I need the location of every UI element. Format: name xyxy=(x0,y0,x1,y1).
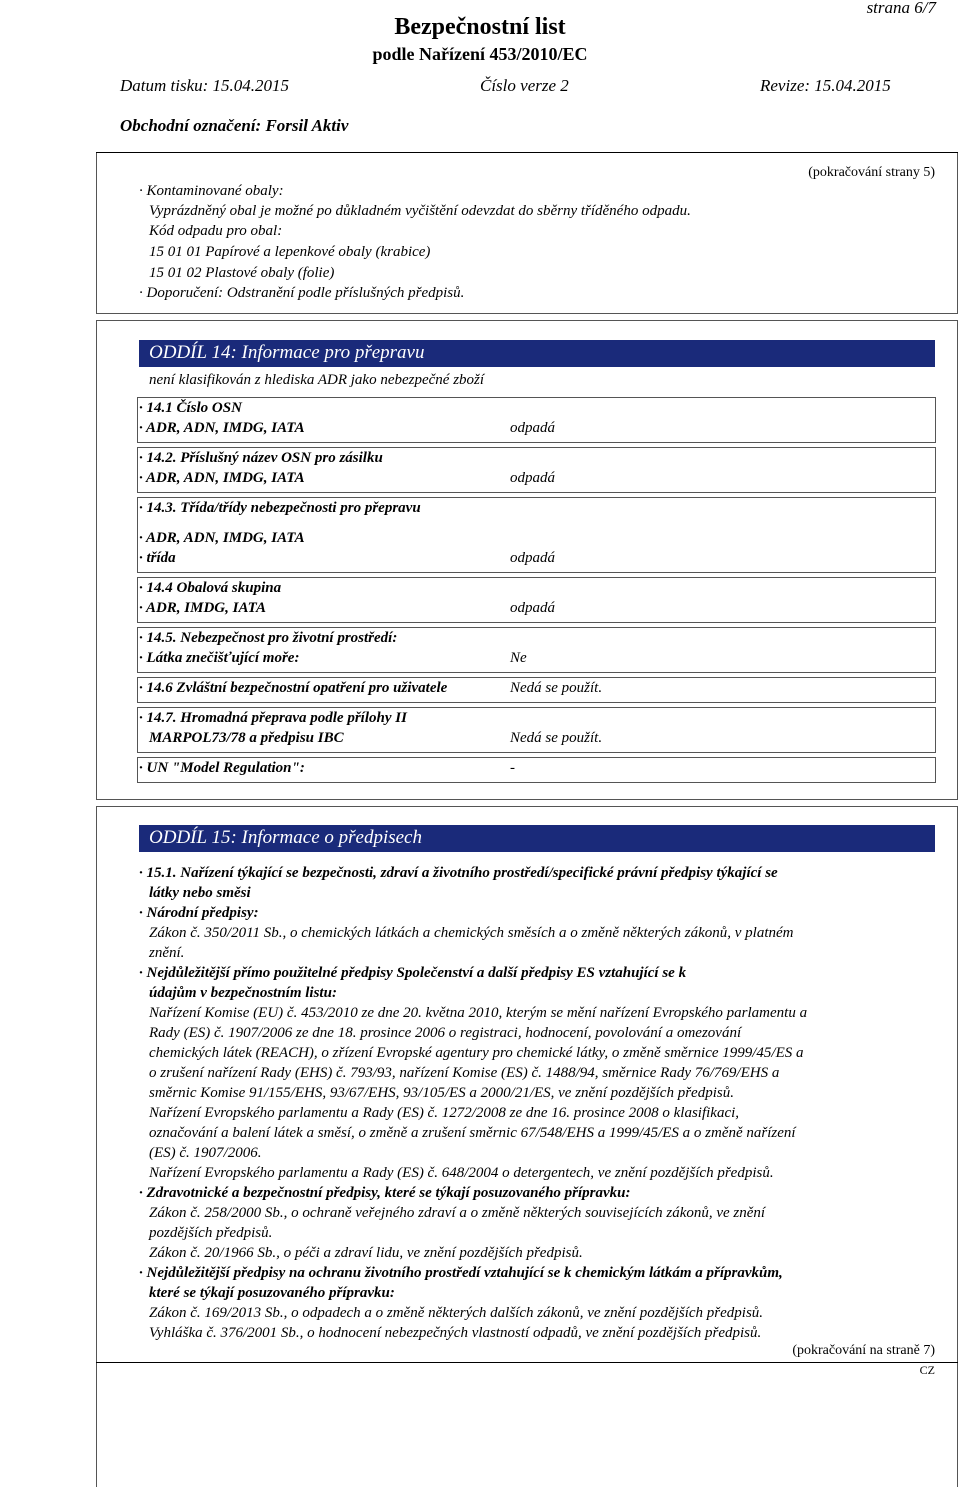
un-model-regulation-value: - xyxy=(510,760,515,776)
env-regulations-label-2: které se týkají posuzovaného přípravku: xyxy=(149,1285,395,1301)
env-regulation-line: Zákon č. 169/2013 Sb., o odpadech a o změně některých dalších zákonů, ve znění pozdějších předpisů. xyxy=(149,1305,764,1321)
eu-regulation-line: o zrušení nařízení Rady (EHS) č. 793/93, nařízení Komise (ES) č. 1488/94, směrnice Rady 76/769/EHS a xyxy=(149,1065,780,1081)
document-title: Bezpečnostní list xyxy=(394,14,566,40)
un-number-modes: · ADR, ADN, IMDG, IATA xyxy=(139,420,305,436)
eu-regulations-label-2: údajům v bezpečnostním listu: xyxy=(149,985,337,1001)
packing-group-modes: · ADR, IMDG, IATA xyxy=(139,600,266,616)
continued-from-note: (pokračování strany 5) xyxy=(808,165,935,180)
health-regulations-label: · Zdravotnické a bezpečnostní předpisy, které se týkají posuzovaného přípravku: xyxy=(139,1185,631,1201)
contaminated-packaging-label: · Kontaminované obaly: xyxy=(139,183,284,199)
national-regulations-label: · Národní předpisy: xyxy=(139,905,259,921)
env-regulation-line: Vyhláška č. 376/2001 Sb., o hodnocení nebezpečných vlastností odpadů, ve znění pozdějších předpisů. xyxy=(149,1325,762,1341)
regulation-15-1-title-2: látky nebo směsi xyxy=(149,885,251,901)
waste-code-2: 15 01 02 Plastové obaly (folie) xyxy=(149,265,335,281)
page-number: strana 6/7 xyxy=(866,0,936,17)
eu-regulation-line: chemických látek (REACH), o zřízení Evropské agentury pro chemické látky, o změně směrnice 1999/45/ES a xyxy=(149,1045,804,1061)
section-15-heading: ODDÍL 15: Informace o předpisech xyxy=(139,825,935,852)
marine-pollutant-value: Ne xyxy=(510,650,527,666)
shipping-name-title: · 14.2. Příslušný název OSN pro zásilku xyxy=(139,450,383,466)
hazard-class-title: · 14.3. Třída/třídy nebezpečnosti pro přepravu xyxy=(139,500,421,516)
trade-name: Obchodní označení: Forsil Aktiv xyxy=(120,116,349,135)
env-regulations-label: · Nejdůležitější předpisy na ochranu životního prostředí vztahující se k chemickým látkám a přípravkům, xyxy=(139,1265,783,1281)
waste-code-1: 15 01 01 Papírové a lepenkové obaly (krabice) xyxy=(149,244,431,260)
language-code: CZ xyxy=(919,1363,935,1377)
special-precautions-title: · 14.6 Zvláštní bezpečnostní opatření pro uživatele xyxy=(139,680,448,696)
shipping-name-modes: · ADR, ADN, IMDG, IATA xyxy=(139,470,305,486)
eu-regulation-line: směrnic Komise 91/155/EHS, 93/67/EHS, 93/105/ES a 2000/21/ES, ve znění pozdějších předpisů. xyxy=(149,1085,734,1101)
clp-regulation-line: označování a balení látek a směsí, o změně a zrušení směrnic 67/548/EHS a 1999/45/ES a o změně nařízení xyxy=(149,1125,796,1141)
revision-date: Revize: 15.04.2015 xyxy=(760,76,891,95)
hazard-class-label: · třída xyxy=(139,550,176,566)
eu-regulations-label: · Nejdůležitější přímo použitelné předpisy Společenství a další předpisy ES vztahující se k xyxy=(139,965,687,981)
bulk-transport-title: · 14.7. Hromadná přeprava podle přílohy II xyxy=(139,710,407,726)
detergent-regulation: Nařízení Evropského parlamentu a Rady (ES) č. 648/2004 o detergentech, ve znění pozdějších předpisů. xyxy=(149,1165,774,1181)
packing-group-value: odpadá xyxy=(510,600,555,616)
health-regulation-line: pozdějších předpisů. xyxy=(149,1225,273,1241)
version-number: Číslo verze 2 xyxy=(480,76,569,95)
print-date: Datum tisku: 15.04.2015 xyxy=(120,76,290,95)
recommendation: · Doporučení: Odstranění podle příslušných předpisů. xyxy=(139,285,465,301)
special-precautions-value: Nedá se použít. xyxy=(510,680,603,696)
section-14-note: není klasifikován z hlediska ADR jako nebezpečné zboží xyxy=(149,372,485,388)
health-regulation-line: Zákon č. 20/1966 Sb., o péči a zdraví lidu, ve znění pozdějších předpisů. xyxy=(149,1245,583,1261)
document-subtitle: podle Nařízení 453/2010/EC xyxy=(372,44,588,64)
packing-group-title: · 14.4 Obalová skupina xyxy=(139,580,282,596)
section-14-heading: ODDÍL 14: Informace pro přepravu xyxy=(139,340,935,367)
health-regulation-line: Zákon č. 258/2000 Sb., o ochraně veřejného zdraví a o změně některých souvisejících zákonů, ve znění xyxy=(149,1205,766,1221)
hazard-class-value: odpadá xyxy=(510,550,555,566)
national-regulations-text: Zákon č. 350/2011 Sb., o chemických látkách a chemických směsích a o změně některých zákonů, v platném xyxy=(149,925,794,941)
bulk-transport-title-2: MARPOL73/78 a předpisu IBC xyxy=(149,730,344,746)
eu-regulation-line: Nařízení Komise (EU) č. 453/2010 ze dne 20. května 2010, kterým se mění nařízení Evropského parlamentu a xyxy=(149,1005,808,1021)
continued-on-note: (pokračování na straně 7) xyxy=(792,1343,935,1358)
regulation-15-1-title: · 15.1. Nařízení týkající se bezpečnosti, zdraví a životního prostředí/specifické právní předpisy týkající se xyxy=(139,865,778,881)
shipping-name-value: odpadá xyxy=(510,470,555,486)
un-number-title: · 14.1 Číslo OSN xyxy=(139,400,242,416)
hazard-class-modes: · ADR, ADN, IMDG, IATA xyxy=(139,530,305,546)
national-regulations-text-2: znění. xyxy=(149,945,185,961)
clp-regulation-line: (ES) č. 1907/2006. xyxy=(149,1145,262,1161)
un-model-regulation-title: · UN "Model Regulation": xyxy=(139,760,305,776)
waste-code-label: Kód odpadu pro obal: xyxy=(149,223,283,239)
environmental-hazard-title: · 14.5. Nebezpečnost pro životní prostředí: xyxy=(139,630,398,646)
contaminated-packaging-text: Vyprázdněný obal je možné po důkladném vyčištění odevzdat do sběrny tříděného odpadu. xyxy=(149,203,691,219)
marine-pollutant-label: · Látka znečišťující moře: xyxy=(139,650,300,666)
eu-regulation-line: Rady (ES) č. 1907/2006 ze dne 18. prosince 2006 o registraci, hodnocení, povolování a omezování xyxy=(149,1025,742,1041)
footer-rule xyxy=(96,1362,958,1363)
bulk-transport-value: Nedá se použít. xyxy=(510,730,603,746)
un-number-value: odpadá xyxy=(510,420,555,436)
clp-regulation-line: Nařízení Evropského parlamentu a Rady (ES) č. 1272/2008 ze dne 16. prosince 2008 o klasifikaci, xyxy=(149,1105,740,1121)
